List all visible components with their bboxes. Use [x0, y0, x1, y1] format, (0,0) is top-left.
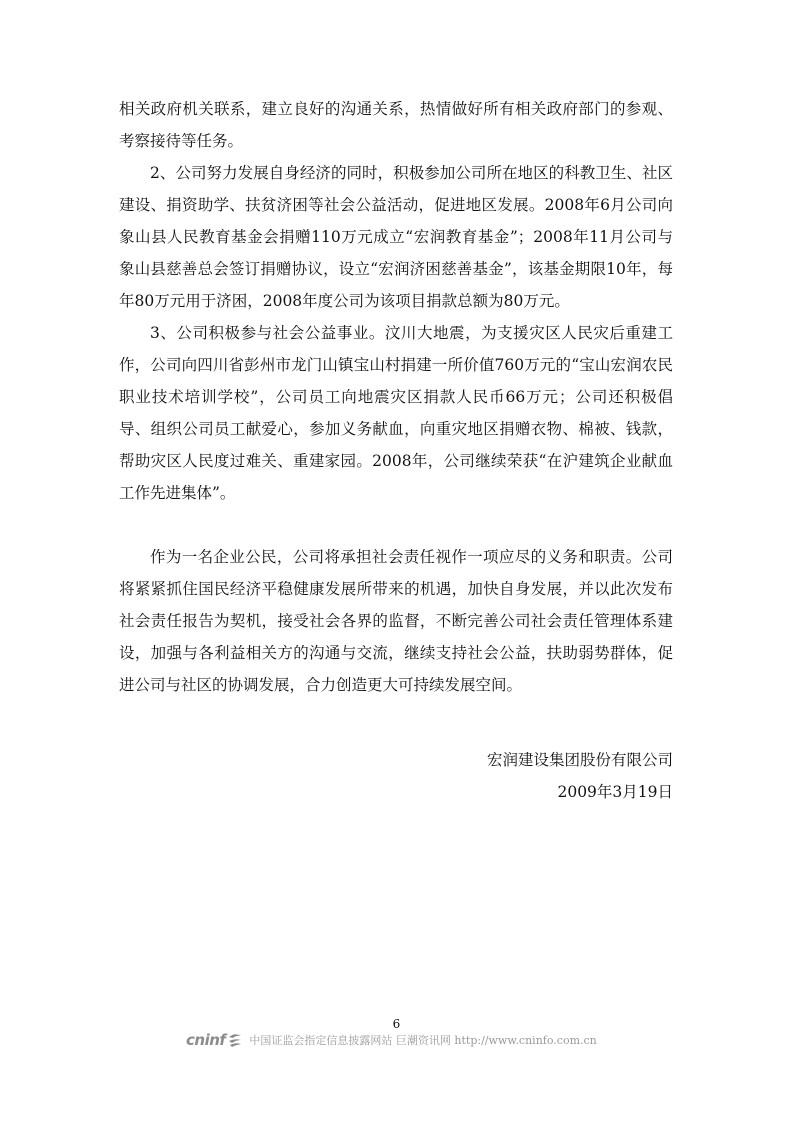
paragraph-continuation: 相关政府机关联系，建立良好的沟通关系，热情做好所有相关政府部门的参观、考察接待等任务。	[119, 100, 673, 150]
paragraph-item-2: 2、公司努力发展自身经济的同时，积极参加公司所在地区的科教卫生、社区建设、捐资助学、扶贫济困等社会公益活动，促进地区发展。2008年6月公司向象山县人民教育基金会捐赠110万元成立“宏润教育基金”；2008年11月公司与象山县慈善总会签订捐赠协议，设立“宏润济困慈善基金”，该基金期限10年，每年80万元用于济困，2008年度公司为该项目捐款总额为80万元。	[119, 164, 673, 310]
paragraph-spacer	[119, 509, 673, 541]
signature-block	[487, 744, 673, 808]
paragraph-item-3: 3、公司积极参与社会公益事业。汶川大地震，为支援灾区人民灾后重建工作，公司向四川省彭州市龙门山镇宝山村捐建一所价值760万元的“宝山宏润农民职业技术培训学校”，公司员工向地震灾区捐款人民币66万元；公司还积极倡导、组织公司员工献爱心，参加义务献血，向重灾地区捐赠衣物、棉被、钱款，帮助灾区人民度过难关、重建家园。2008年，公司继续荣获“在沪建筑企业献血工作先进集体”。	[119, 324, 673, 502]
footer-watermark	[186, 1030, 597, 1050]
signature-date: 2009年3月19日	[557, 783, 673, 801]
signature-company: 宏润建设集团股份有限公司	[486, 751, 673, 769]
body-text	[119, 93, 673, 701]
footer-text: 中国证监会指定信息披露网站 巨潮资讯网 http://www.cninfo.com.cn	[249, 1034, 597, 1047]
page-number: 6	[392, 1017, 401, 1031]
cninfo-swirl-icon	[227, 1032, 243, 1048]
cninfo-logo: cninf	[186, 1031, 226, 1049]
paragraph-conclusion: 作为一名企业公民，公司将承担社会责任视作一项应尽的义务和职责。公司将紧紧抓住国民经济平稳健康发展所带来的机遇，加快自身发展，并以此次发布社会责任报告为契机，接受社会各界的监督，不断完善公司社会责任管理体系建设，加强与各利益相关方的沟通与交流，继续支持社会公益，扶助弱势群体，促进公司与社区的协调发展，合力创造更大可持续发展空间。	[119, 548, 673, 694]
